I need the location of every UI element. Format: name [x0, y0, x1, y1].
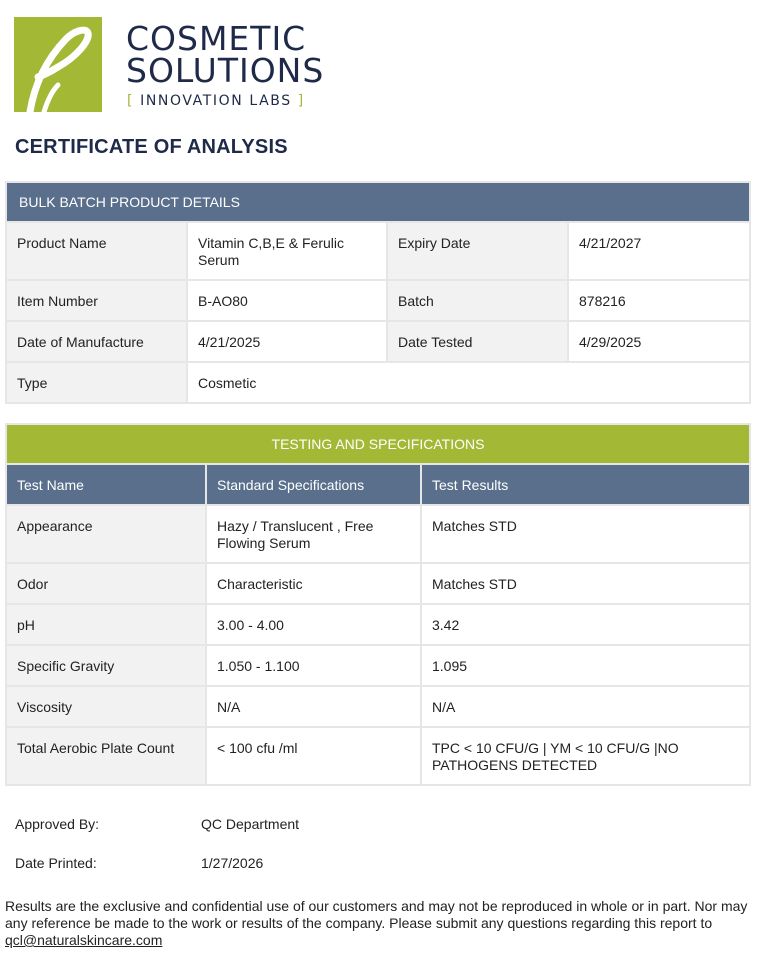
- test-name-cell: Specific Gravity: [6, 645, 206, 686]
- result-cell: Matches STD: [421, 505, 750, 563]
- approved-by-label: Approved By:: [15, 816, 100, 832]
- date-printed-label: Date Printed:: [15, 855, 97, 871]
- table-row: [6, 505, 750, 563]
- test-name-cell: Appearance: [6, 505, 206, 563]
- leaf-logo-icon: [14, 17, 102, 112]
- spec-cell: N/A: [206, 686, 421, 727]
- date-tested-value: 4/29/2025: [568, 321, 750, 362]
- col-test-name: Test Name: [6, 464, 206, 505]
- table-row: [6, 604, 750, 645]
- confidentiality-notice: [5, 898, 755, 949]
- table-row: [6, 727, 750, 785]
- table-row: [6, 362, 750, 403]
- batch-label: Batch: [387, 280, 568, 321]
- table-row: [6, 222, 750, 280]
- type-label: Type: [6, 362, 187, 403]
- result-cell: 3.42: [421, 604, 750, 645]
- spec-cell: 1.050 - 1.100: [206, 645, 421, 686]
- date-printed-value: 1/27/2026: [201, 855, 264, 871]
- tagline-text: INNOVATION LABS: [140, 93, 292, 109]
- table-row: [6, 280, 750, 321]
- testing-specifications-table: [5, 423, 751, 786]
- test-name-cell: pH: [6, 604, 206, 645]
- col-standard-specifications: Standard Specifications: [206, 464, 421, 505]
- tagline-bracket-close: ]: [297, 93, 305, 109]
- table-row: [6, 321, 750, 362]
- page-title: CERTIFICATE OF ANALYSIS: [15, 136, 288, 158]
- expiry-date-label: Expiry Date: [387, 222, 568, 280]
- notice-text: Results are the exclusive and confidential use of our customers and may not be reproduced in whole or in part. Nor may any reference be made to the work or results of the company. Please submit any questions regarding this report to: [5, 898, 748, 931]
- type-value: Cosmetic: [187, 362, 750, 403]
- test-name-cell: Odor: [6, 563, 206, 604]
- item-number-label: Item Number: [6, 280, 187, 321]
- brand-name-line2: SOLUTIONS: [126, 51, 325, 90]
- details-header: BULK BATCH PRODUCT DETAILS: [6, 182, 750, 222]
- table-row: [6, 686, 750, 727]
- contact-email-link[interactable]: qcl@naturalskincare.com: [5, 932, 163, 948]
- spec-cell: 3.00 - 4.00: [206, 604, 421, 645]
- expiry-date-value: 4/21/2027: [568, 222, 750, 280]
- col-test-results: Test Results: [421, 464, 750, 505]
- date-tested-label: Date Tested: [387, 321, 568, 362]
- testing-header: TESTING AND SPECIFICATIONS: [6, 424, 750, 464]
- table-row: [6, 563, 750, 604]
- result-cell: 1.095: [421, 645, 750, 686]
- approved-by-value: QC Department: [201, 816, 300, 832]
- spec-cell: Characteristic: [206, 563, 421, 604]
- manufacture-date-label: Date of Manufacture: [6, 321, 187, 362]
- brand-logo: [14, 17, 102, 117]
- product-name-label: Product Name: [6, 222, 187, 280]
- brand-tagline: [127, 93, 305, 109]
- spec-cell: Hazy / Translucent , Free Flowing Serum: [206, 505, 421, 563]
- manufacture-date-value: 4/21/2025: [187, 321, 387, 362]
- brand-name-line1: COSMETIC: [126, 19, 307, 58]
- test-name-cell: Viscosity: [6, 686, 206, 727]
- result-cell: Matches STD: [421, 563, 750, 604]
- batch-value: 878216: [568, 280, 750, 321]
- test-name-cell: Total Aerobic Plate Count: [6, 727, 206, 785]
- product-details-table: [5, 181, 751, 404]
- product-name-value: Vitamin C,B,E & Ferulic Serum: [187, 222, 387, 280]
- spec-cell: < 100 cfu /ml: [206, 727, 421, 785]
- table-row: [6, 645, 750, 686]
- tagline-bracket-open: [: [127, 93, 135, 109]
- result-cell: TPC < 10 CFU/G | YM < 10 CFU/G |NO PATHOGENS DETECTED: [421, 727, 750, 785]
- result-cell: N/A: [421, 686, 750, 727]
- item-number-value: B-AO80: [187, 280, 387, 321]
